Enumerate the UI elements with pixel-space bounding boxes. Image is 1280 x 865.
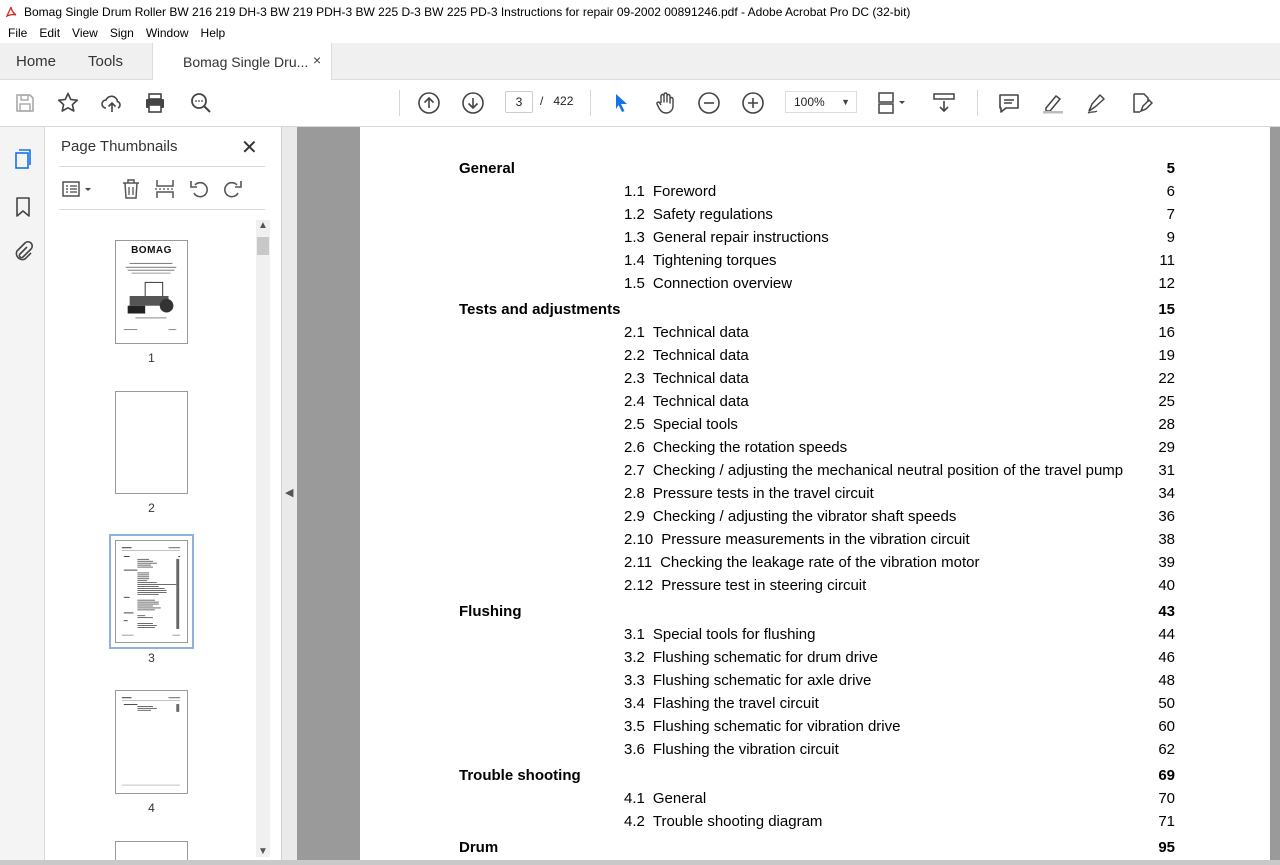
toc-section-number: 2.5 (624, 416, 645, 433)
toc-section-number: 2.6 (624, 439, 645, 456)
toc-section-title: Tightening torques (652, 252, 777, 269)
navigation-rail (0, 127, 45, 865)
toc-section-title: Foreword (652, 183, 717, 200)
tab-bar (0, 43, 1280, 80)
menu-help[interactable]: Help (200, 26, 226, 40)
menu-edit[interactable]: Edit (39, 26, 61, 40)
toc-section[interactable] (624, 508, 956, 528)
toc-page-number[interactable]: 46 (1158, 649, 1175, 666)
total-pages: 422 (553, 94, 574, 108)
toc-section-number: 3.3 (624, 672, 645, 689)
toc-page-number[interactable]: 60 (1158, 718, 1175, 735)
toc-page-number[interactable]: 39 (1158, 554, 1175, 571)
menu-bar (0, 23, 1280, 43)
toc-section[interactable] (624, 741, 839, 761)
toc-section-number: 1.4 (624, 252, 645, 269)
toc-page-number[interactable]: 48 (1158, 672, 1175, 689)
horizontal-scrollbar[interactable] (0, 860, 1280, 865)
tab-close-icon[interactable]: × (313, 52, 322, 68)
tab-document-label: Bomag Single Dru... (183, 54, 309, 70)
thumbnail-label: 2 (148, 501, 155, 515)
thumbnail-label: 3 (148, 651, 155, 665)
toc-section-title: Special tools for flushing (652, 626, 816, 643)
page-separator: / (540, 94, 544, 108)
document-viewer[interactable] (297, 127, 1280, 865)
panel-title: Page Thumbnails (61, 138, 178, 155)
toc-page-number[interactable]: 25 (1158, 393, 1175, 410)
toc-section-title: Flushing schematic for drum drive (652, 649, 878, 666)
toc-section[interactable] (624, 649, 878, 669)
toc-section-title: Checking the rotation speeds (652, 439, 848, 456)
toc-section[interactable] (624, 577, 866, 597)
toc-page-number[interactable]: 71 (1158, 813, 1175, 830)
toc-section-number: 3.6 (624, 741, 645, 758)
toc-section-title: Special tools (652, 416, 738, 433)
toc-chapter-title[interactable]: General (459, 160, 515, 177)
menu-window[interactable]: Window (145, 26, 189, 40)
toc-section[interactable] (624, 206, 773, 226)
toc-section[interactable] (624, 813, 822, 833)
toc-page-number[interactable]: 38 (1158, 531, 1175, 548)
toc-section[interactable] (624, 229, 829, 249)
toc-section[interactable] (624, 672, 871, 692)
toc-page-number[interactable]: 34 (1158, 485, 1175, 502)
toc-section-number: 2.3 (624, 370, 645, 387)
print-icon[interactable] (143, 91, 167, 115)
page-thumbnails-icon[interactable] (11, 147, 35, 171)
toc-section-number: 3.4 (624, 695, 645, 712)
scrollbar-thumb[interactable] (257, 237, 269, 255)
scroll-mode-icon[interactable] (932, 91, 956, 115)
toc-page-preview (116, 541, 187, 642)
thumbnail-label: 1 (148, 351, 155, 365)
toc-section[interactable] (624, 790, 706, 810)
toc-page-number[interactable]: 12 (1158, 275, 1175, 292)
toc-page-number[interactable]: 6 (1166, 183, 1175, 200)
toc-page-number[interactable]: 9 (1166, 229, 1175, 246)
toc-section-title: Safety regulations (652, 206, 773, 223)
scroll-up-icon[interactable]: ▲ (258, 220, 268, 231)
toc-section[interactable] (624, 531, 970, 551)
window-title: Bomag Single Drum Roller BW 216 219 DH-3 BW 219 PDH-3 BW 225 D-3 BW 225 PD-3 Instructions for repair 09-2002 00891246.pdf - Adobe Acrobat Pro DC (32-bit) (24, 4, 911, 19)
page-thumbnail-2[interactable] (115, 391, 188, 494)
previous-page-icon[interactable] (417, 91, 441, 115)
toc-section-number: 2.4 (624, 393, 645, 410)
divider (59, 166, 265, 167)
toc-page-number[interactable]: 31 (1158, 462, 1175, 479)
toc-section-number: 2.7 (624, 462, 645, 479)
toc-page-number[interactable]: 22 (1158, 370, 1175, 387)
toc-section-title: Technical data (652, 370, 749, 387)
toc-section-number: 2.11 (624, 554, 653, 571)
upload-icon[interactable] (100, 91, 124, 115)
menu-file[interactable]: File (8, 26, 28, 40)
thumbnail-toolbar (59, 177, 265, 203)
toc-page-number[interactable]: 5 (1166, 160, 1175, 177)
toc-page-number[interactable]: 40 (1158, 577, 1175, 594)
toc-section[interactable] (624, 485, 874, 505)
highlight-icon[interactable] (1041, 91, 1065, 115)
toc-section-number: 1.2 (624, 206, 645, 223)
toc-page-number[interactable]: 19 (1158, 347, 1175, 364)
panel-splitter[interactable] (281, 127, 297, 865)
toc-page-number[interactable]: 36 (1158, 508, 1175, 525)
toc-section[interactable] (624, 324, 749, 344)
toc-page-number[interactable]: 11 (1159, 252, 1175, 269)
collapse-panel-icon[interactable]: ◀ (285, 487, 294, 499)
toc-chapter-title[interactable]: Trouble shooting (459, 767, 581, 784)
page-count (540, 94, 573, 108)
toc-section-title: Flushing schematic for axle drive (652, 672, 872, 689)
toc-section-title: General repair instructions (652, 229, 829, 246)
toc-section-number: 4.2 (624, 813, 645, 830)
zoom-out-icon[interactable] (697, 91, 721, 115)
page-number-input[interactable]: 3 (505, 91, 533, 113)
toc-section-number: 3.1 (624, 626, 645, 643)
page-thumbnail-3[interactable] (115, 540, 188, 643)
toc-section-title: Checking the leakage rate of the vibration motor (660, 554, 980, 571)
toc-section[interactable] (624, 626, 815, 646)
toc-section[interactable] (624, 718, 900, 738)
toolbar-separator (399, 90, 400, 116)
page-fit-icon[interactable] (876, 91, 910, 115)
save-icon[interactable] (13, 91, 37, 115)
cover-brand: BOMAG (131, 245, 172, 256)
fill-sign-icon[interactable] (1129, 91, 1153, 115)
toc-section-title: Checking / adjusting the mechanical neutral position of the travel pump (652, 462, 1124, 479)
zoom-value: 100% (794, 95, 825, 109)
toc-page-number[interactable]: 50 (1158, 695, 1175, 712)
toc-section-title: Technical data (652, 347, 749, 364)
toc-section-title: Pressure test in steering circuit (661, 577, 867, 594)
cover-illustration (116, 256, 187, 336)
toc-page-number[interactable]: 62 (1158, 741, 1175, 758)
delete-icon[interactable] (119, 177, 143, 201)
toc-section-number: 2.10 (624, 531, 654, 548)
toc-section-title: Checking / adjusting the vibrator shaft speeds (652, 508, 957, 525)
toc-section-title: Trouble shooting diagram (652, 813, 823, 830)
toc-section[interactable] (624, 554, 979, 574)
zoom-dropdown[interactable] (785, 91, 857, 113)
scroll-down-icon[interactable]: ▼ (258, 846, 268, 857)
title-bar (0, 0, 1280, 23)
bookmark-star-icon[interactable] (56, 91, 80, 115)
toc-chapter-title[interactable]: Tests and adjustments (459, 301, 621, 318)
toc-section-title: Flushing the vibration circuit (652, 741, 839, 758)
toc-section[interactable] (624, 439, 847, 459)
toc-section[interactable] (624, 695, 819, 715)
toc-section-number: 2.8 (624, 485, 645, 502)
tab-document[interactable] (152, 43, 332, 80)
toc-page-number[interactable]: 95 (1158, 839, 1175, 856)
toc-section-title: Technical data (652, 324, 749, 341)
toc-section[interactable] (624, 416, 738, 436)
rotate-left-icon[interactable] (187, 177, 211, 201)
toolbar-separator (590, 90, 591, 116)
next-page-icon[interactable] (461, 91, 485, 115)
toolbar (0, 80, 1280, 127)
toc-chapter-title[interactable]: Drum (459, 839, 499, 856)
toc-section-number: 1.1 (624, 183, 645, 200)
comment-icon[interactable] (997, 91, 1021, 115)
toc-page-number[interactable]: 43 (1158, 603, 1175, 620)
toc-page-number[interactable]: 16 (1158, 324, 1175, 341)
hand-tool-icon[interactable] (653, 91, 677, 115)
toc-section-number: 1.5 (624, 275, 645, 292)
toc-page-number[interactable]: 44 (1158, 626, 1175, 643)
select-cursor-icon[interactable] (609, 91, 633, 115)
attachments-icon[interactable] (11, 240, 35, 264)
toc-page-number[interactable]: 28 (1158, 416, 1175, 433)
toc-section-number: 2.12 (624, 577, 654, 594)
extract-pages-icon[interactable] (153, 177, 177, 201)
toc-section[interactable] (624, 462, 1123, 482)
toc-section-number: 2.9 (624, 508, 645, 525)
chevron-down-icon: ▼ (841, 97, 850, 107)
toc-section-title: Connection overview (652, 275, 793, 292)
page-thumbnail-4[interactable] (115, 690, 188, 794)
tab-home[interactable]: Home (16, 53, 57, 70)
toc-page-number[interactable]: 29 (1158, 439, 1175, 456)
toc-page-number[interactable]: 15 (1158, 301, 1175, 318)
toc-section-title: Flushing schematic for vibration drive (652, 718, 901, 735)
toc-section-number: 2.2 (624, 347, 645, 364)
page-thumbnail-1[interactable] (115, 240, 188, 344)
toc-section-title: Pressure measurements in the vibration circuit (661, 531, 970, 548)
menu-view[interactable]: View (72, 26, 98, 40)
options-menu-icon[interactable] (61, 177, 95, 201)
toc-section-number: 1.3 (624, 229, 645, 246)
thumbnail-scrollbar[interactable] (256, 220, 270, 857)
pdf-page (360, 127, 1270, 865)
bookmarks-icon[interactable] (11, 195, 35, 219)
toc-section[interactable] (624, 393, 749, 413)
toc-section-number: 3.2 (624, 649, 645, 666)
toc-section-number: 3.5 (624, 718, 645, 735)
thumbnail-label: 4 (148, 801, 155, 815)
toc-section[interactable] (624, 275, 792, 295)
toc-page-number[interactable]: 69 (1158, 767, 1175, 784)
toc-page-number[interactable]: 70 (1158, 790, 1175, 807)
divider (59, 209, 265, 210)
thumbnail-panel (45, 127, 281, 865)
toc-section-title: Technical data (652, 393, 749, 410)
zoom-in-icon[interactable] (741, 91, 765, 115)
tab-tools[interactable]: Tools (88, 53, 124, 70)
draw-pen-icon[interactable] (1085, 91, 1109, 115)
toc-section[interactable] (624, 252, 777, 272)
toolbar-separator (977, 90, 978, 116)
toc-section-title: General (652, 790, 707, 807)
toc-section-number: 4.1 (624, 790, 645, 807)
toc-section[interactable] (624, 347, 749, 367)
search-zoom-icon[interactable] (189, 91, 213, 115)
toc-section-title: Pressure tests in the travel circuit (652, 485, 874, 502)
toc-section[interactable] (624, 183, 716, 203)
menu-sign[interactable]: Sign (109, 26, 134, 40)
rotate-right-icon[interactable] (221, 177, 245, 201)
toc-section-number: 2.1 (624, 324, 645, 341)
close-icon[interactable]: ✕ (241, 137, 258, 159)
toc-section-title: Flashing the travel circuit (652, 695, 819, 712)
toc-section[interactable] (624, 370, 749, 390)
toc-page-number[interactable]: 7 (1166, 206, 1175, 223)
toc-chapter-title[interactable]: Flushing (459, 603, 522, 620)
page-preview (116, 691, 187, 792)
acrobat-icon (4, 5, 18, 19)
